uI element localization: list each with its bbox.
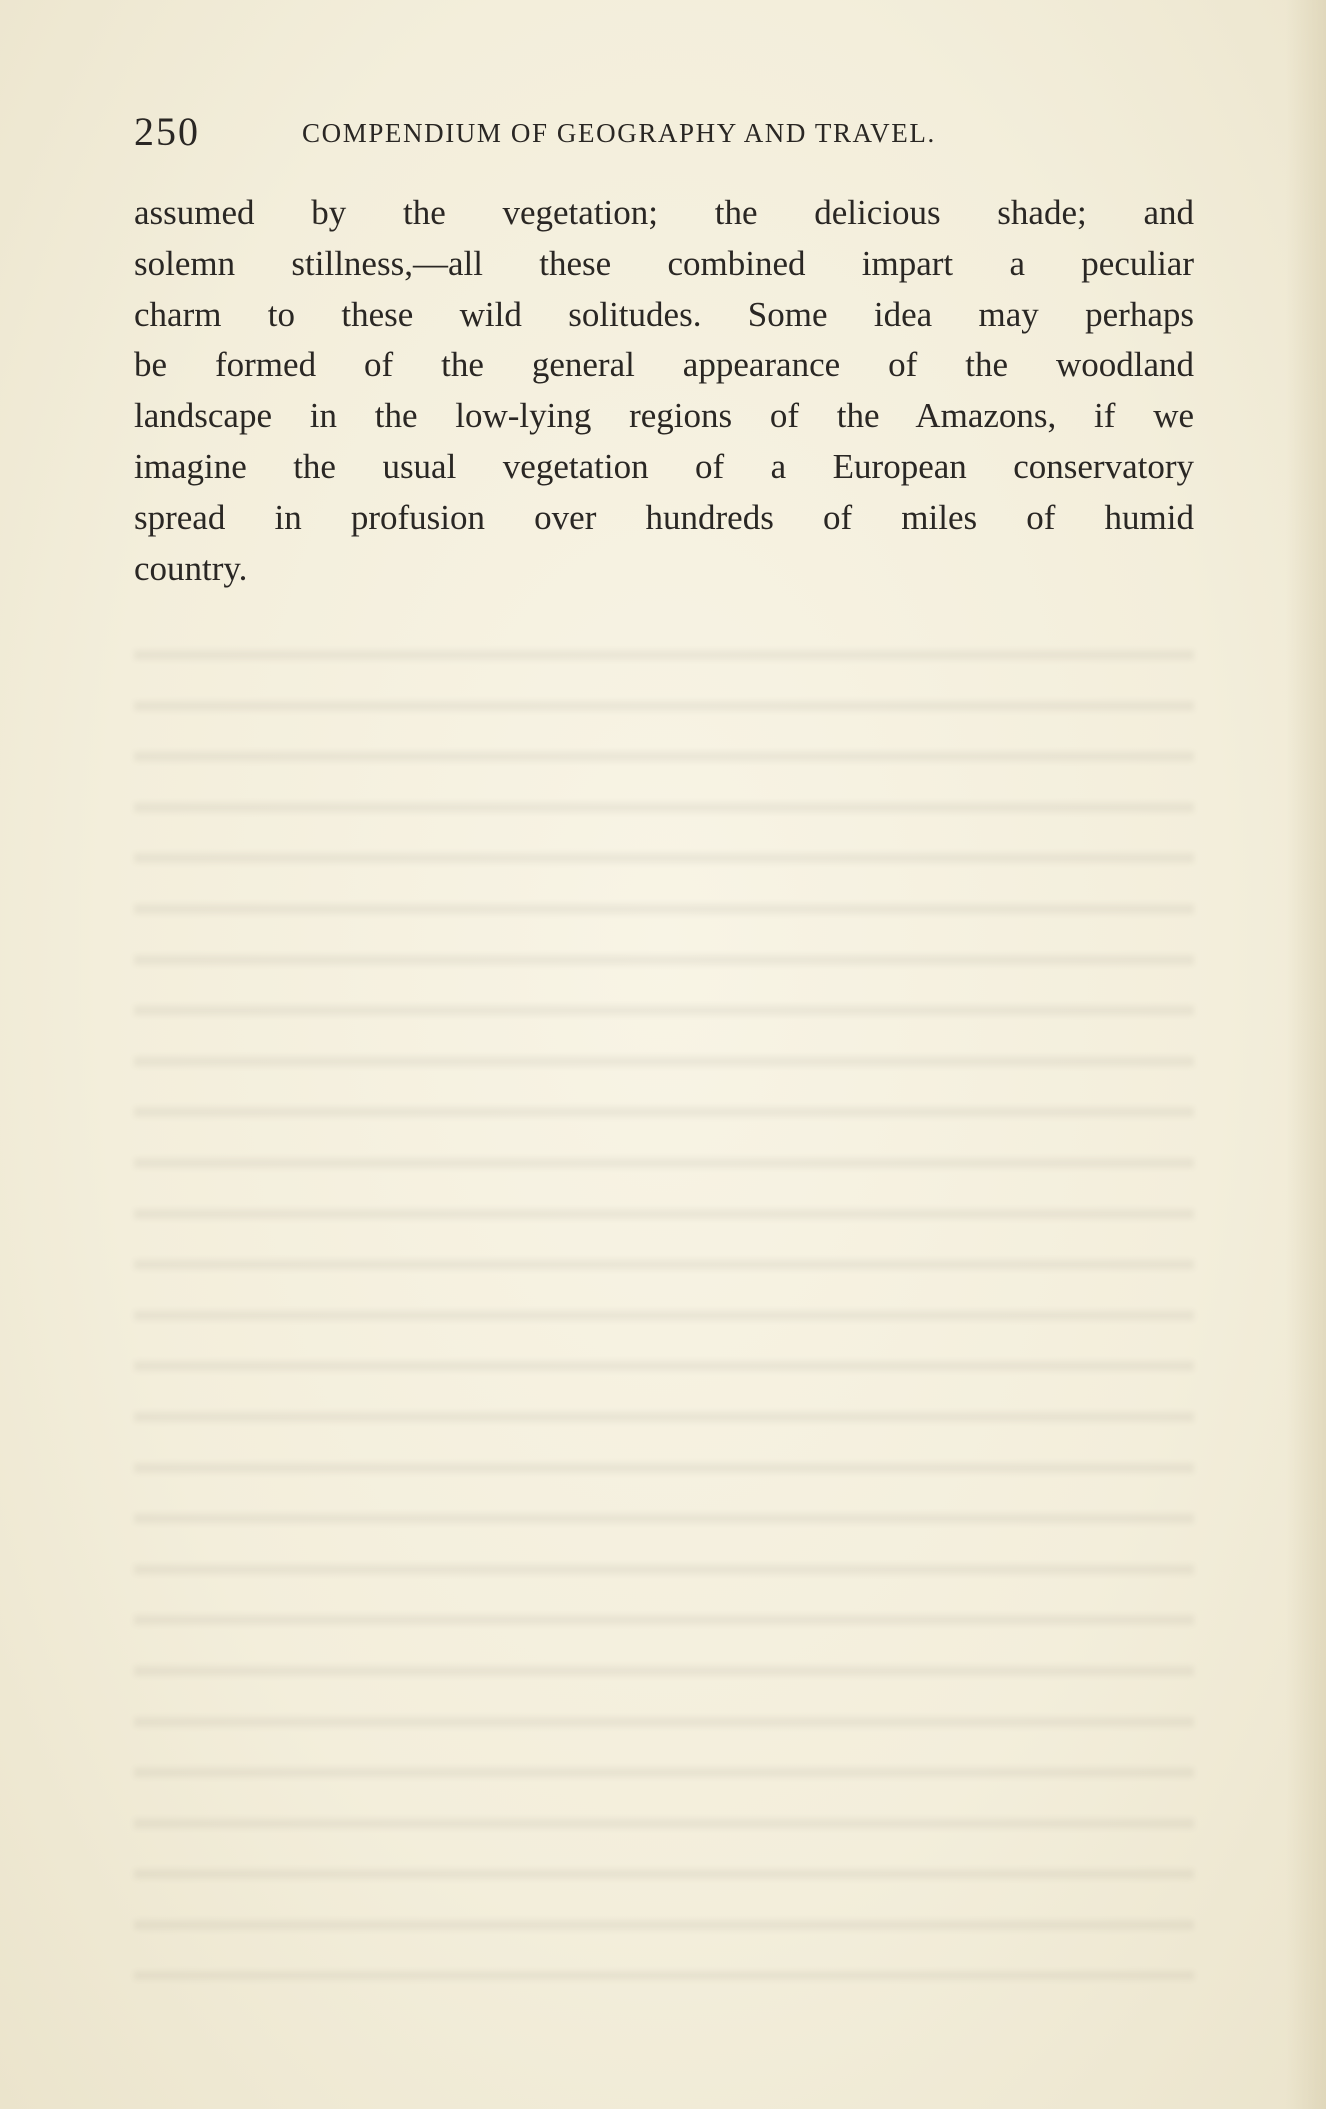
- text-line: spread in profusion over hundreds of miles of humid: [134, 497, 1194, 537]
- text-line: assumed by the vegetation; the delicious shade; and: [134, 193, 1194, 232]
- text-line: charm to these wild solitudes. Some idea may perhaps: [134, 294, 1194, 334]
- page-header: [134, 110, 1194, 154]
- text-line: landscape in the low-lying regions of the Amazons, if we: [134, 396, 1194, 436]
- running-head: COMPENDIUM OF GEOGRAPHY AND TRAVEL.: [302, 118, 936, 148]
- body-paragraph: [134, 188, 1194, 594]
- text-line: be formed of the general appearance of the woodland: [134, 345, 1194, 385]
- text-line: country.: [134, 548, 248, 588]
- page-number: 250: [134, 109, 200, 154]
- text-line: imagine the usual vegetation of a European conservatory: [134, 446, 1194, 486]
- show-through-texture: [134, 620, 1194, 1980]
- page-edge-shadow: [1286, 0, 1326, 2109]
- text-line: solemn stillness,—all these combined impart a peculiar: [134, 243, 1194, 283]
